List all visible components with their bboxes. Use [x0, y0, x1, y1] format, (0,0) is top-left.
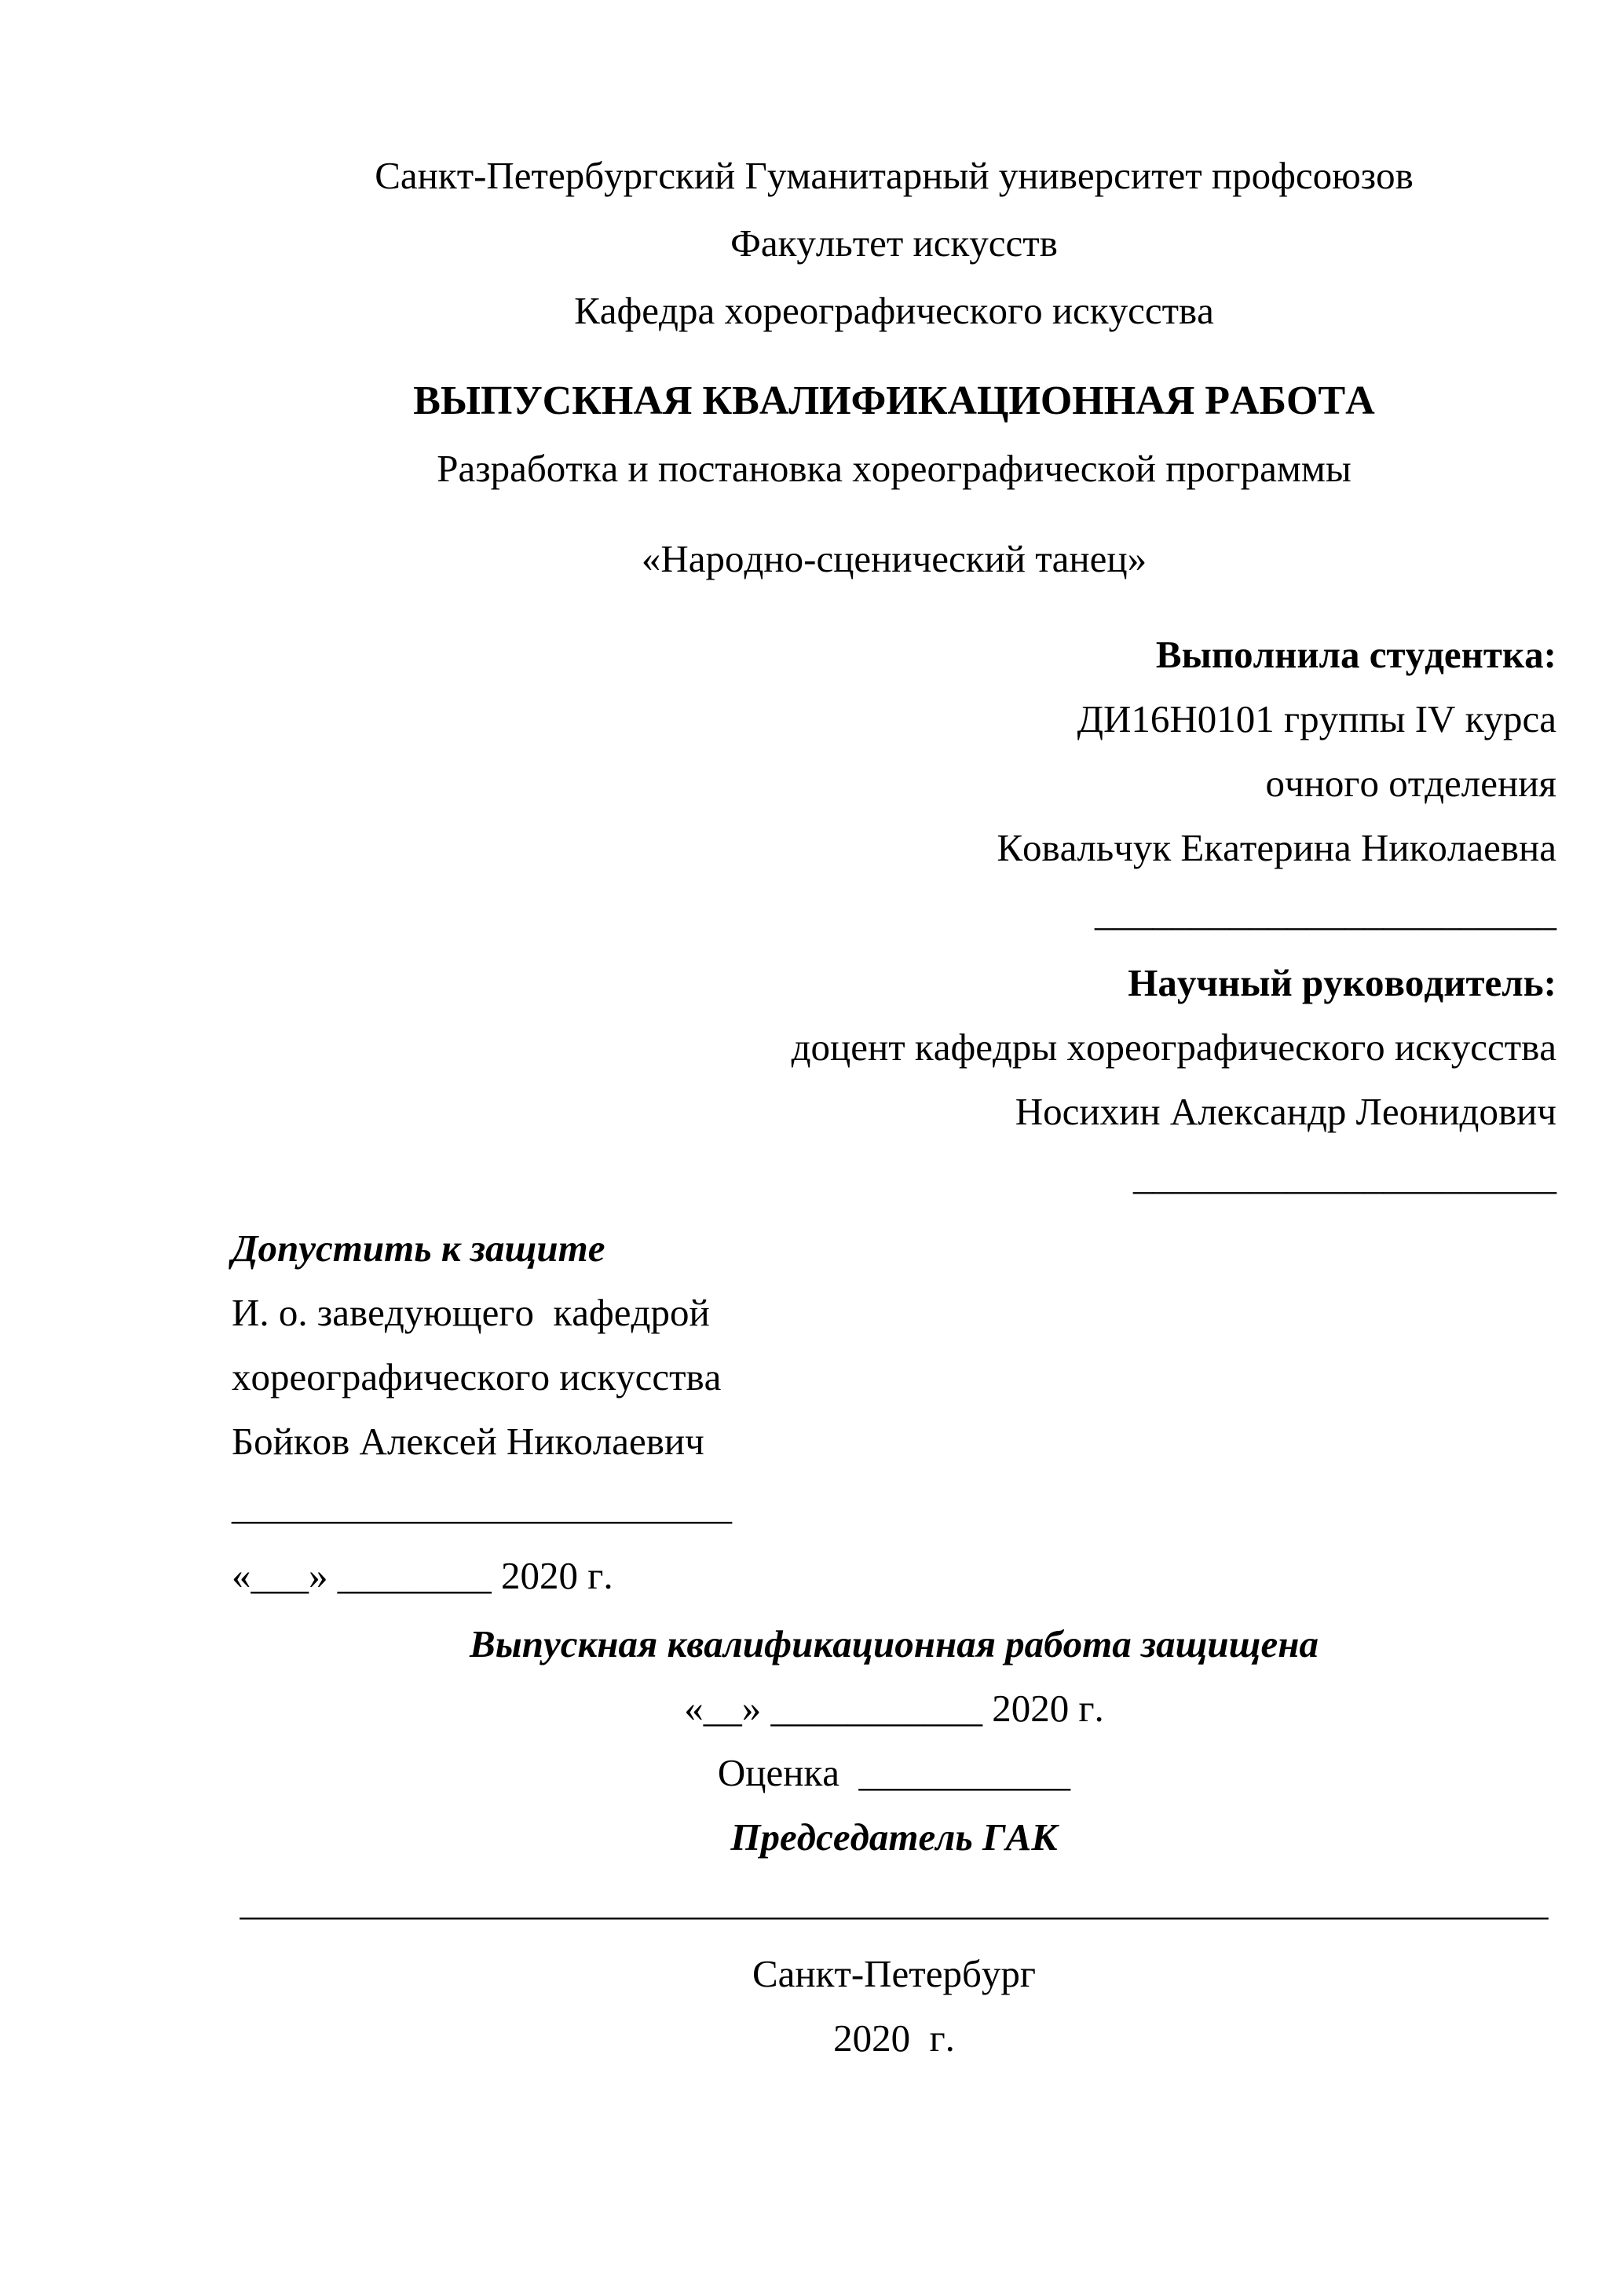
admission-position-line-2: хореографического искусства	[232, 1355, 722, 1398]
admission-heading: Допустить к защите	[232, 1227, 605, 1270]
advisor-position-line: доцент кафедры хореографического искусства	[791, 1026, 1556, 1069]
advisor-heading: Научный руководитель:	[1128, 961, 1556, 1004]
advisor-name: Носихин Александр Леонидович	[1015, 1090, 1556, 1133]
work-subject: Разработка и постановка хореографической программы	[437, 447, 1352, 490]
student-heading: Выполнила студентка:	[1155, 633, 1556, 676]
city-line: Санкт-Петербург	[752, 1952, 1037, 1995]
advisor-signature-line: ______________________	[1133, 1154, 1556, 1197]
work-subtitle: «Народно-сценический танец»	[641, 537, 1147, 580]
admission-date-line: «___» ________ 2020 г.	[232, 1554, 613, 1597]
chairman-title: Председатель ГАК	[730, 1815, 1058, 1859]
university-line: Санкт-Петербургский Гуманитарный университет профсоюзов	[375, 154, 1414, 197]
student-name: Ковальчук Екатерина Николаевна	[997, 826, 1556, 869]
admission-name: Бойков Алексей Николаевич	[232, 1420, 704, 1463]
student-signature-line: ________________________	[1095, 890, 1556, 934]
student-mode-line: очного отделения	[1265, 762, 1556, 805]
faculty-line: Факультет искусств	[730, 221, 1058, 265]
student-group-line: ДИ16Н0101 группы IV курса	[1077, 697, 1556, 740]
admission-position-line-1: И. о. заведующего кафедрой	[232, 1291, 710, 1334]
department-line: Кафедра хореографического искусства	[574, 289, 1214, 332]
defense-heading: Выпускная квалификационная работа защищена	[470, 1622, 1319, 1665]
admission-signature-line: __________________________	[232, 1484, 732, 1527]
work-type-title: ВЫПУСКНАЯ КВАЛИФИКАЦИОННАЯ РАБОТА	[413, 378, 1375, 423]
chairman-signature-line: ____________________________________________________________________	[240, 1880, 1549, 1923]
defense-date-line: «__» ___________ 2020 г.	[684, 1687, 1104, 1730]
year-line: 2020 г.	[833, 2016, 955, 2060]
grade-line: Оценка ___________	[717, 1751, 1071, 1794]
